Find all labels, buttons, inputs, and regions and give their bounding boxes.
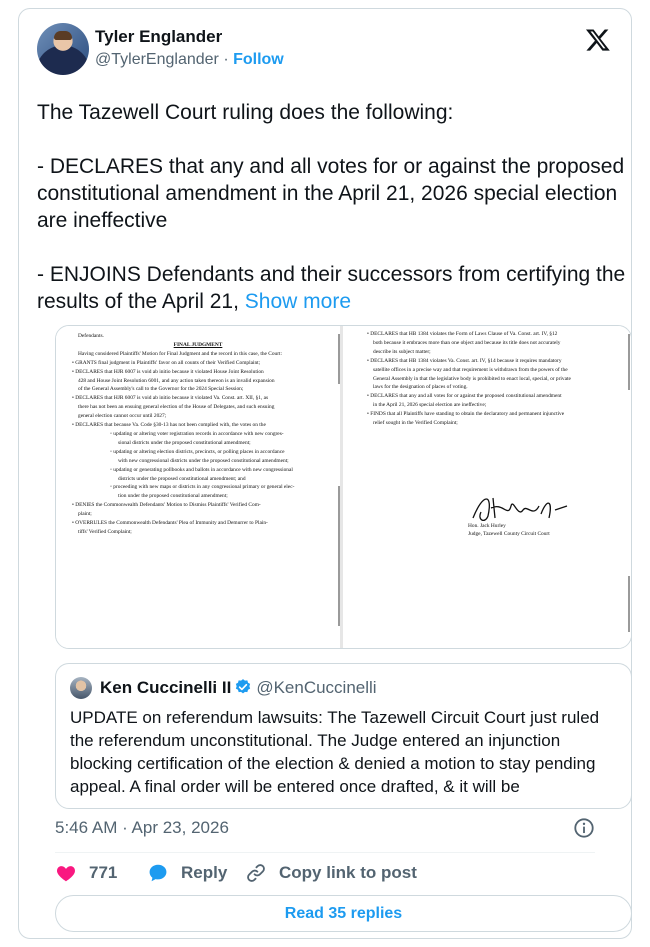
doc-line: satellite offices in a precise way and that requirement is withdrawn from the powers of the <box>373 366 568 373</box>
doc-line: • DECLARES that HB 1384 violates the Form of Laws Clause of Va. Const. art. IV, §12 <box>367 331 558 337</box>
doc-line: plaint; <box>78 511 92 518</box>
action-bar <box>55 861 615 885</box>
link-icon <box>245 862 267 884</box>
show-more-link[interactable]: Show more <box>244 290 352 313</box>
doc-line: describe its subject matter; <box>373 348 431 355</box>
judge-title: Judge, Tazewell County Circuit Court <box>468 531 550 537</box>
doc-line: tion under the proposed constitutional amendment; <box>118 493 228 500</box>
doc-line: • DECLARES that HJR 6007 is void ab initio because it violated House Joint Resolution <box>72 368 264 375</box>
quoted-author-handle: @KenCuccinelli <box>256 678 377 697</box>
tweet-paragraph: The Tazewell Court ruling does the following: <box>37 101 454 124</box>
doc-line: ◦ proceeding with new maps or districts in any congressional primary or general elec- <box>110 484 295 491</box>
author-handle-line <box>95 49 284 71</box>
doc-line: • DECLARES that HB 1384 violates Va. Const. art. IV, §14 because it requires mandatory <box>367 357 562 364</box>
reply-icon <box>147 862 169 884</box>
tweet-paragraph: - DECLARES that any and all votes for or against the proposed constitutional amendment in the April 21, 2026 special election are ineffective <box>37 155 625 232</box>
doc-line: general election cannot occur until 2027; <box>78 413 167 420</box>
info-icon[interactable] <box>573 817 595 839</box>
doc-line: there has not been an ensuing general election of the House of Delegates, and such ensuing <box>78 404 275 411</box>
quoted-author-avatar <box>70 677 92 699</box>
post-card <box>18 8 632 939</box>
doc-line: sional districts under the proposed constitutional amendment; <box>118 439 251 446</box>
author-display-name[interactable]: Tyler Englander <box>95 27 223 46</box>
doc-line: General Assembly in that the legislative body is prohibited to enact local, special, or private <box>373 375 571 382</box>
author-avatar[interactable] <box>37 23 89 75</box>
doc-line: districts under the proposed constitutional amendment; and <box>118 475 246 482</box>
post-header <box>37 23 613 79</box>
doc-line: laws for the designation of places of voting. <box>373 384 468 391</box>
tweet-paragraph-text: - ENJOINS Defendants and their successors from certifying the results of the April 21, <box>37 263 626 313</box>
document-page-right <box>343 326 632 648</box>
post-timestamp[interactable]: 5:46 AM · Apr 23, 2026 <box>55 818 229 837</box>
judge-block <box>468 522 550 538</box>
copy-link-label: Copy link to post <box>279 863 417 882</box>
doc-line: relief sought in the Verified Complaint; <box>373 420 458 427</box>
doc-line: • DECLARES that any and all votes for or against the proposed constitutional amendment <box>367 393 562 400</box>
doc-line: with new congressional districts under the proposed constitutional amendment; <box>118 457 289 464</box>
divider <box>55 852 595 853</box>
follow-button[interactable]: Follow <box>233 51 284 68</box>
doc-line: • DECLARES that because Va. Code §30-13 has not been complied with, the votes on the <box>72 422 266 429</box>
doc-line: of the General Assembly's call to the Governor for the 2024 Special Session; <box>78 386 244 393</box>
copy-link-button[interactable] <box>245 861 417 885</box>
verified-badge-icon <box>234 678 252 696</box>
attached-document-image[interactable] <box>55 325 632 649</box>
doc-line: ◦ updating or altering election districts, precincts, or polling places in accordance <box>110 448 285 455</box>
tweet-text <box>37 99 627 315</box>
doc-line: tiffs' Verified Complaint; <box>78 528 132 535</box>
scrollbar-right-bottom <box>628 576 630 632</box>
heart-icon <box>55 862 77 884</box>
doc-line: Defendants. <box>78 333 104 339</box>
doc-line: 428 and House Joint Resolution 6001, and any action taken thereon is an invalid expansion <box>78 377 275 384</box>
author-handle[interactable]: @TylerEnglander <box>95 51 219 68</box>
quoted-post-text: UPDATE on referendum lawsuits: The Tazewell Circuit Court just ruled the referendum unconstitutional. The Judge entered an injunction blocking certification of the election & denied a motion to stay pending appeal. A final order will be entered once drafted, & it will be <box>70 708 600 796</box>
reply-button[interactable] <box>147 861 227 885</box>
doc-line: • FINDS that all Plaintiffs have standing to obtain the declaratory and permanent injunctive <box>367 411 565 418</box>
x-logo-icon[interactable] <box>585 27 611 53</box>
doc-line: ◦ updating or altering voter registration records in accordance with new congres- <box>110 430 284 437</box>
judge-name: Hon. Jack Hurley <box>468 523 506 529</box>
doc-heading: FINAL JUDGMENT <box>173 341 223 348</box>
read-replies-button[interactable]: Read 35 replies <box>55 895 632 932</box>
doc-line: ◦ updating or generating pollbooks and ballots in accordance with new congressional <box>110 466 293 473</box>
reply-label: Reply <box>181 863 228 882</box>
doc-line: • GRANTS final judgment in Plaintiffs' favor on all counts of their Verified Complaint; <box>72 359 261 366</box>
quoted-author-name: Ken Cuccinelli II <box>100 678 232 697</box>
scrollbar-left-bottom <box>338 486 340 626</box>
doc-line: in the April 21, 2026 special election are ineffective; <box>373 402 487 409</box>
doc-line: Having considered Plaintiffs' Motion for Final Judgment and the record in this case, the Court: <box>78 350 283 357</box>
author-info <box>95 26 284 71</box>
doc-line: both because it embraces more than one object and because its title does not accurately <box>373 339 561 346</box>
separator-dot: · <box>223 51 229 68</box>
doc-line: • DECLARES that HJR 6007 is void ab initio because it violated Va. Const. art. XII, §1, as <box>72 395 269 402</box>
quoted-author-line <box>100 678 377 698</box>
doc-line: • OVERRULES the Commonwealth Defendants' Plea of Immunity and Demurrer to Plain- <box>72 520 268 527</box>
document-page-left <box>56 326 340 648</box>
scrollbar-left-top <box>338 334 340 384</box>
like-count: 771 <box>89 863 118 882</box>
scrollbar-right-top <box>628 334 630 390</box>
quoted-post[interactable] <box>55 663 632 809</box>
tweet-paragraph <box>37 261 627 315</box>
like-button[interactable] <box>55 861 117 885</box>
doc-line: • DENIES the Commonwealth Defendants' Motion to Dismiss Plaintiffs' Verified Com- <box>72 502 261 509</box>
